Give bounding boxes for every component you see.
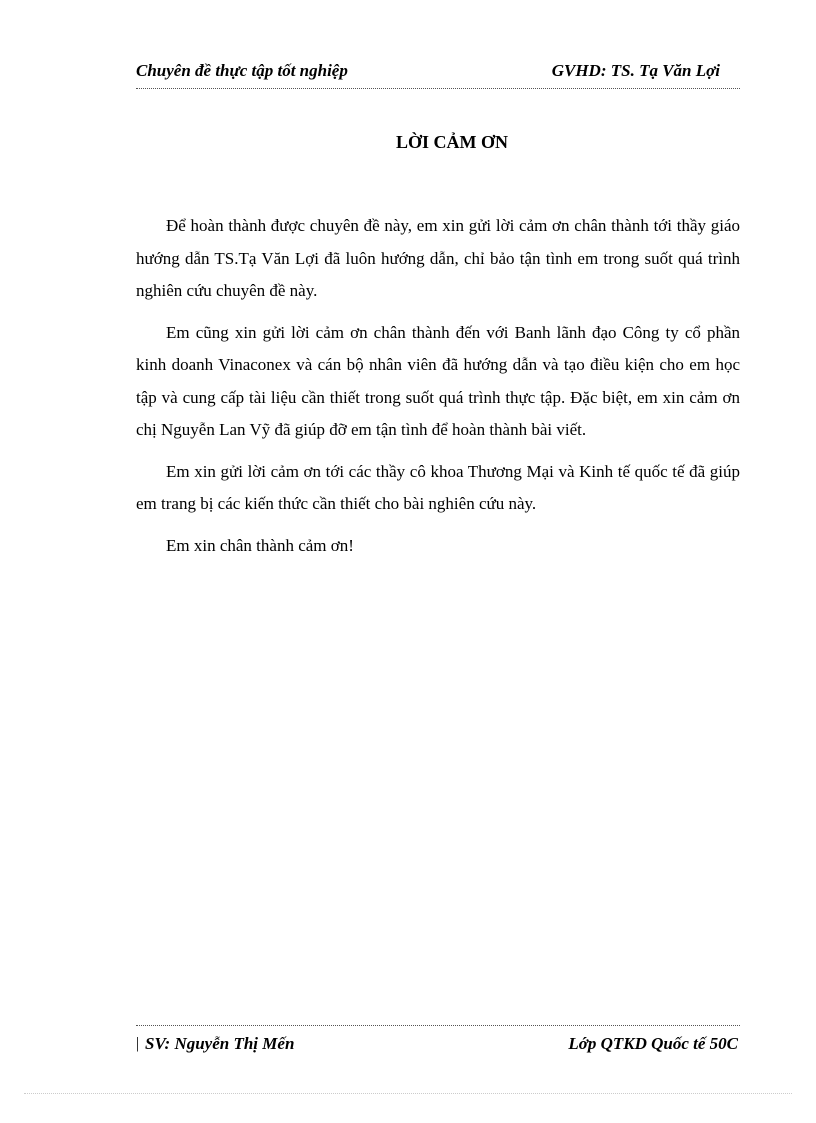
page-title: LỜI CẢM ƠN [396, 132, 508, 152]
paragraph-2: Em cũng xin gửi lời cảm ơn chân thành đến với Banh lãnh đạo Công ty cổ phần kinh doanh Vinaconex và cán bộ nhân viên đã hướng dẫn và tạo điều kiện cho em học tập và cung cấp tài liệu cần thiết trong suốt quá trình thực tập. Đặc biệt, em xin cảm ơn chị Nguyễn Lan Vỹ đã giúp đỡ em tận tình để hoàn thành bài viết. [136, 322, 740, 439]
document-body [136, 210, 740, 571]
footer-class: Lớp QTKD Quốc tế 50C [568, 1034, 738, 1053]
header-advisor: GVHD: TS. Tạ Văn Lợi [551, 61, 720, 80]
page-edge-divider [24, 1093, 792, 1094]
paragraph-1: Để hoàn thành được chuyên đề này, em xin gửi lời cảm ơn chân thành tới thầy giáo hướng dẫn TS.Tạ Văn Lợi đã luôn hướng dẫn, chỉ bảo tận tình em trong suốt quá trình nghiên cứu chuyên đề này. [136, 216, 740, 300]
page-footer [136, 1025, 740, 1060]
footer-student: SV: Nguyễn Thị Mến [145, 1034, 295, 1053]
paragraph-3: Em xin gửi lời cảm ơn tới các thầy cô khoa Thương Mại và Kinh tế quốc tế đã giúp em trang bị các kiến thức cần thiết cho bài nghiên cứu này. [136, 461, 740, 513]
page-header [136, 58, 740, 89]
header-topic: Chuyên đề thực tập tốt nghiệp [136, 61, 348, 80]
paragraph-4: Em xin chân thành cảm ơn! [166, 535, 354, 555]
footer-separator: | [136, 1035, 140, 1052]
